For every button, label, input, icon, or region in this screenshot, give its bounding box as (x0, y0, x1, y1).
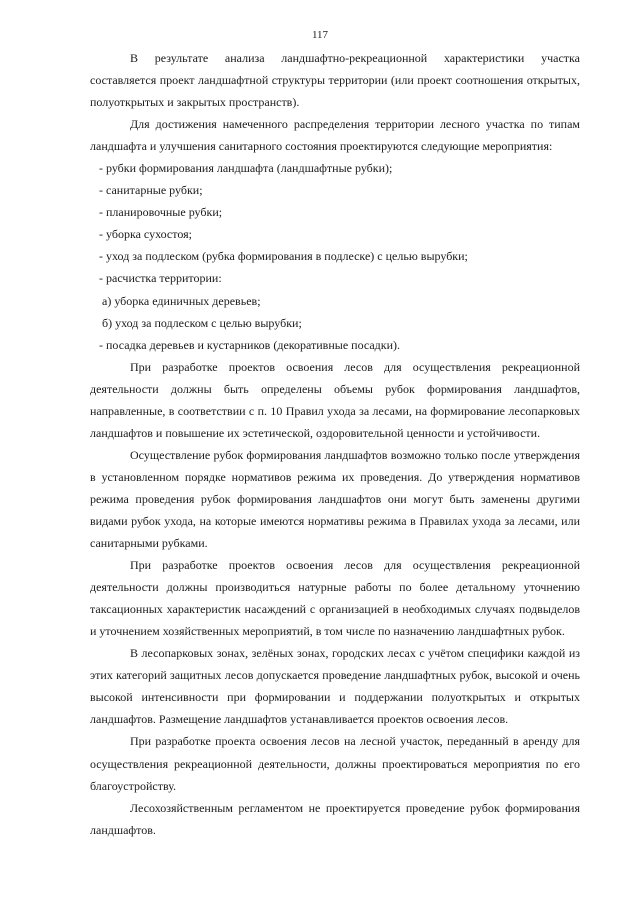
list-item: - планировочные рубки; (99, 205, 223, 220)
list-item: - расчистка территории: (99, 271, 222, 286)
paragraph-lease-improvement: При разработке проекта освоения лесов на лесной участок, переданный в аренду для осуществления рекреационной деятельности, должны проектироваться мероприятия по его благоустройству. (90, 734, 580, 793)
list-item: - уборка сухостоя; (99, 227, 192, 242)
list-item: - посадка деревьев и кустарников (декоративные посадки). (99, 337, 401, 352)
measures-list (90, 157, 580, 355)
paragraph-landscape-analysis: В результате анализа ландшафтно-рекреационной характеристики участка составляется проект ландшафтной структуры территории (или проект соотношения открытых, полуоткрытых и закрытых пространств). (90, 51, 580, 110)
page-content (90, 47, 580, 841)
paragraph-field-works: При разработке проектов освоения лесов для осуществления рекреационной деятельности должны производиться натурные работы по более детальному уточнению таксационных характеристик насаждений с организацией в необходимых случаях подвыделов и уточнением хозяйственных мероприятий, в том числе по назначению ландшафтных рубок. (90, 558, 580, 639)
list-item: - санитарные рубки; (99, 183, 203, 198)
paragraph-measures-intro: Для достижения намеченного распределения территории лесного участка по типам ландшафта и улучшения санитарного состояния проектируются следующие мероприятия: (90, 117, 580, 154)
list-item: а) уборка единичных деревьев; (102, 293, 261, 308)
paragraph-project-volumes: При разработке проектов освоения лесов для осуществления рекреационной деятельности должны быть определены объемы рубок формирования ландшафтов, направленные, в соответствии с п. 10 Правил ухода за лесами, на формирование лесопарковых ландшафтов и повышение их эстетической, оздоровительной ценности и устойчивости. (90, 359, 580, 440)
list-item: - уход за подлеском (рубка формирования в подлеске) с целью вырубки; (99, 249, 468, 264)
page-number: 117 (311, 29, 329, 41)
paragraph-felling-approval: Осуществление рубок формирования ландшафтов возможно только после утверждения в установленном порядке нормативов режима их проведения. До утверждения нормативов режима проведения рубок формирования ландшафтов они могут быть заменены другими видами рубок ухода, на которые имеются нормативы режима в Правилах ухода за лесами, или санитарными рубками. (90, 447, 580, 551)
paragraph-forest-park-zones: В лесопарковых зонах, зелёных зонах, городских лесах с учётом специфики каждой из этих категорий защитных лесов допускается проведение ландшафтных рубок, высокой и очень высокой интенсивности при формировании и поддержании полуоткрытых и открытых ландшафтов. Размещение ландшафтов устанавливается проектов освоения лесов. (90, 646, 580, 727)
list-item: б) уход за подлеском с целью вырубки; (102, 315, 302, 330)
list-item: - рубки формирования ландшафта (ландшафтные рубки); (99, 161, 393, 176)
paragraph-regulation-note: Лесохозяйственным регламентом не проектируется проведение рубок формирования ландшафтов. (90, 800, 580, 837)
